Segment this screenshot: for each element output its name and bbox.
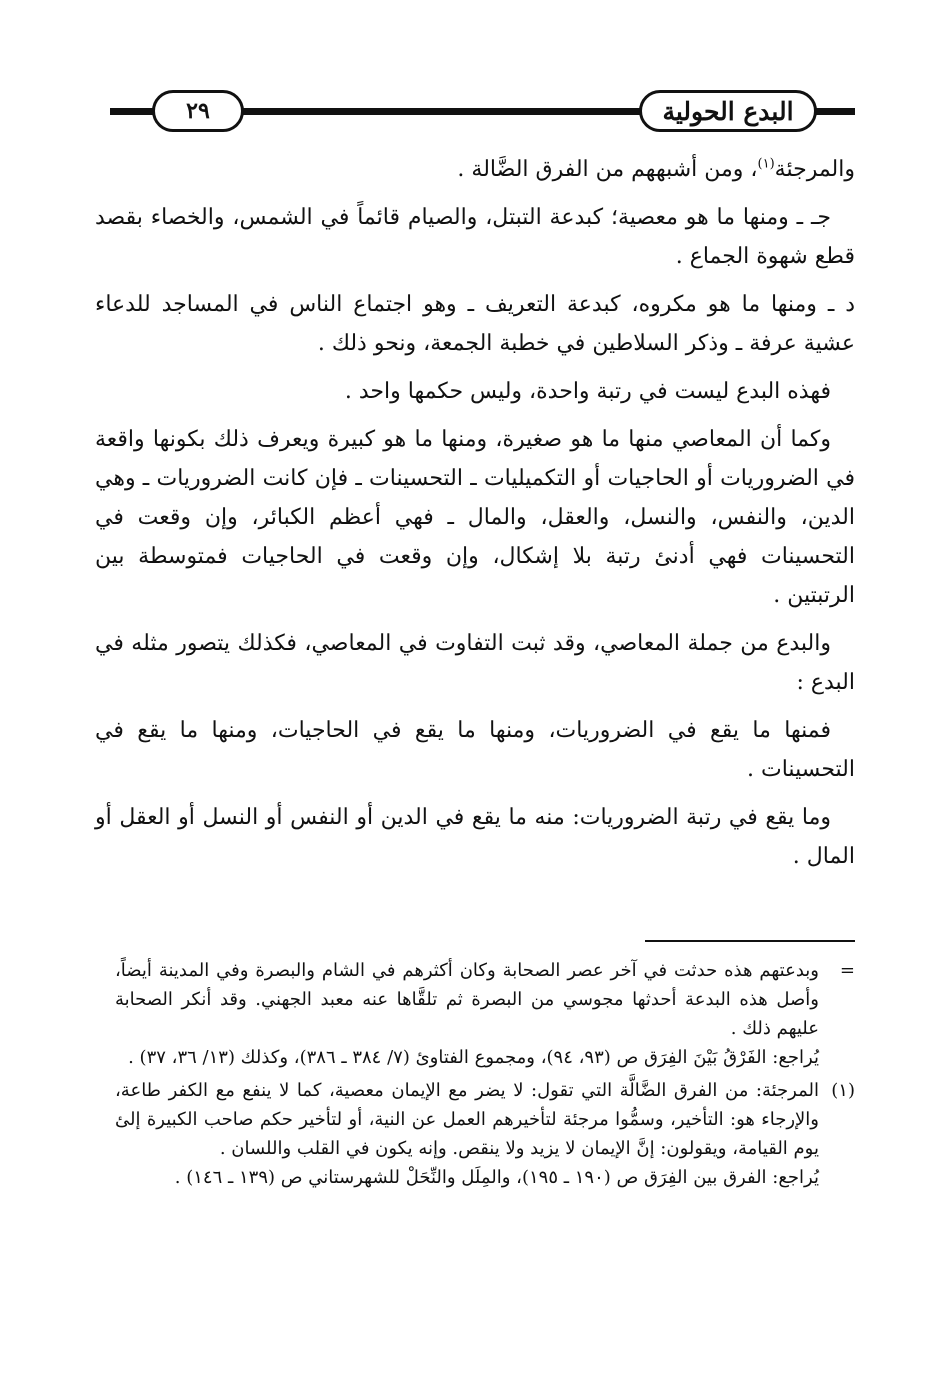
- continuation-mark: =: [839, 960, 855, 981]
- footnotes: [115, 956, 855, 1196]
- footnote-continued-text: وبدعتهم هذه حدثت في آخر عصر الصحابة وكان أكثرهم في الشام والبصرة وفي المدينة أيضاً، وأصل هذه البدعة أحدثها مجوسي من البصرة ثم تلقَّاها عنه معبد الجهني. وقد أنكر الصحابة عليهم ذلك .: [115, 960, 819, 1039]
- footnote-separator: [645, 940, 855, 942]
- paragraph-1-rest: ، ومن أشبههم من الفرق الضَّالة .: [457, 157, 758, 182]
- paragraph-3: د ـ ومنها ما هو مكروه، كبدعة التعريف ـ وهو اجتماع الناس في المساجد للدعاء عشية عرفة ـ وذكر السلاطين في خطبة الجمعة، ونحو ذلك .: [95, 292, 855, 356]
- running-title: البدع الحولية: [639, 90, 817, 132]
- footnote-1-text: المرجئة: من الفرق الضَّالَّة التي تقول: لا يضر مع الإيمان معصية، كما لا ينفع مع الكفر طاعة، والإرجاء هو: التأخير، وسمُّوا مرجئة لتأخيرهم العمل عن النية، أو لتأخير حكم صاحب الكبيرة إلئ يوم القيامة، ويقولون: إنَّ الإيمان لا يزيد ولا ينقص. وإنه يكون في القلب واللسان .: [115, 1080, 819, 1159]
- page-number: ٢٩: [152, 90, 244, 132]
- paragraph-8: وما يقع في رتبة الضروريات: منه ما يقع في الدين أو النفس أو النسل أو العقل أو المال .: [95, 805, 855, 869]
- paragraph-2: جـ ـ ومنها ما هو معصية؛ كبدعة التبتل، والصيام قائماً في الشمس، والخصاء بقصد قطع شهوة الجماع .: [95, 205, 855, 269]
- paragraph-6: والبدع من جملة المعاصي، وقد ثبت التفاوت في المعاصي، فكذلك يتصور مثله في البدع :: [95, 631, 855, 695]
- footnote-continued-ref: يُراجع: الفَرْقُ بَيْنَ الفِرَق ص (٩٣، ٩٤)، ومجموع الفتاوئ (٧/ ٣٨٤ ـ ٣٨٦)، وكذلك (١٣/ ٣٦، ٣٧) .: [128, 1047, 819, 1068]
- footnote-1: [115, 1076, 855, 1192]
- paragraph-1-lead: والمرجئة: [774, 157, 855, 182]
- footnote-1-ref: يُراجع: الفرق بين الفِرَق ص (١٩٠ ـ ١٩٥)، والمِلَل والنِّحَلْ للشهرستاني ص (١٣٩ ـ ١٤٦) .: [174, 1167, 819, 1188]
- paragraph-5: وكما أن المعاصي منها ما هو صغيرة، ومنها ما هو كبيرة ويعرف ذلك بكونها واقعة في الضروريات أو الحاجيات أو التكميليات ـ التحسينات ـ فإن كانت الضروريات ـ وهي الدين، والنفس، والنسل، والعقل، والمال ـ فهي أعظم الكبائر، وإن وقعت في التحسينات فهي أدنئ رتبة بلا إشكال، وإن وقعت في الحاجيات فمتوسطة بين الرتبتين .: [95, 427, 855, 608]
- main-text: [95, 150, 855, 885]
- footnote-ref-1[interactable]: (١): [757, 156, 775, 172]
- footnote-continued: [115, 956, 855, 1072]
- footnote-1-mark: (١): [831, 1080, 855, 1101]
- paragraph-1: [95, 150, 855, 189]
- paragraph-7: فمنها ما يقع في الضروريات، ومنها ما يقع في الحاجيات، ومنها ما يقع في التحسينات .: [95, 718, 855, 782]
- paragraph-4: فهذه البدع ليست في رتبة واحدة، وليس حكمها واحد .: [344, 379, 831, 404]
- page-header: [110, 84, 855, 140]
